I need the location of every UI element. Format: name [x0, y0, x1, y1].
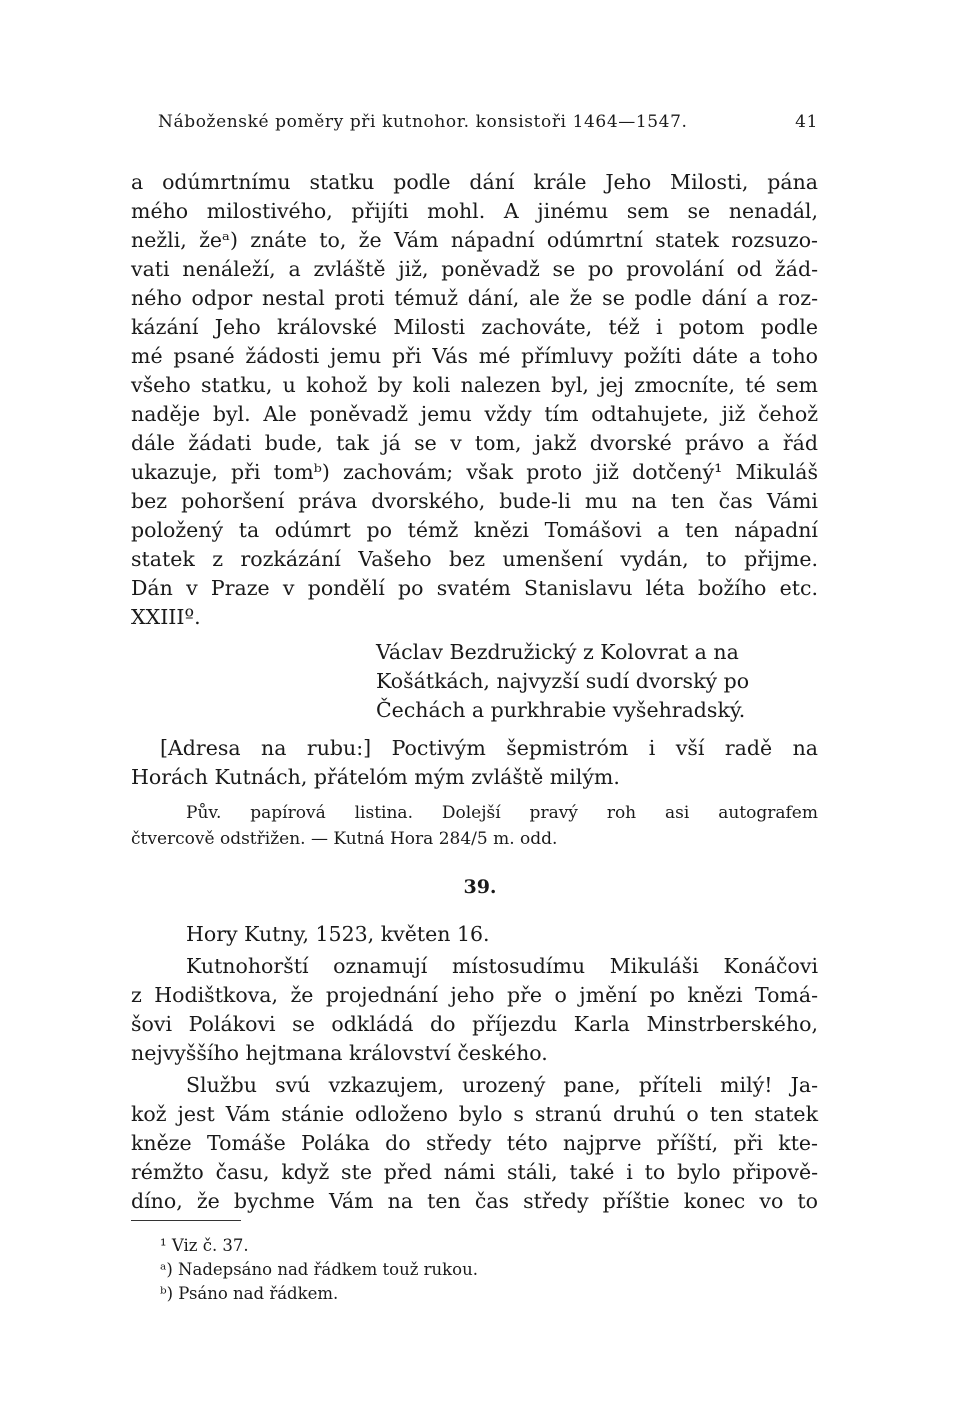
- text-line: ného odpor nestal proti témuž dání, ale že se podle dání a roz-: [131, 286, 818, 310]
- text-line: vati nenáleží, a zvláště již, poněvadž se po provolání od žád-: [131, 257, 818, 281]
- signature-line: Košátkách, najvyzší sudí dvorský po: [376, 669, 750, 693]
- text-line: rémžto času, když ste před námi stáli, také i to bylo připově-: [131, 1160, 818, 1184]
- regest-line: šovi Polákovi se odkládá do příjezdu Karla Minstrberského,: [131, 1012, 818, 1036]
- running-title: Náboženské poměry při kutnohor. konsistoři 1464—1547.: [158, 112, 688, 132]
- signature-line: Václav Bezdružický z Kolovrat a na: [376, 640, 739, 664]
- text-line: Službu svú vzkazujem, urozený pane, příteli milý! Ja-: [186, 1073, 818, 1097]
- text-line: ukazuje, při tomᵇ) zachovám; však proto již dotčený¹ Mikuláš: [131, 460, 818, 484]
- address-line: [Adresa na rubu:] Poctivým šepmistróm i vší radě na: [160, 736, 818, 760]
- text-line: Dán v Praze v pondělí po svatém Stanislavu léta božího etc.: [131, 576, 818, 600]
- text-line: mé psané žádosti jemu při Vás mé přímluvy požíti dáte a toho: [131, 344, 818, 368]
- text-line: všeho statku, u kohož by koli nalezen byl, jej zmocníte, té sem: [131, 373, 818, 397]
- footnote-divider: [131, 1220, 241, 1221]
- text-line: kázání Jeho královské Milosti zachováte, též i potom podle: [131, 315, 818, 339]
- text-line: XXIIIº.: [131, 605, 201, 629]
- text-line: položený ta odúmrt po témž knězi Tomášovi a ten nápadní: [131, 518, 818, 542]
- page-number: 41: [795, 112, 818, 132]
- text-line: statek z rozkázání Vašeho bez umenšení vydán, to přijme.: [131, 547, 818, 571]
- footnote: ᵇ) Psáno nad řádkem.: [160, 1284, 339, 1303]
- text-line: nežli, žeᵃ) znáte to, že Vám nápadní odúmrtní statek rozsuzo-: [131, 228, 818, 252]
- text-line: dále žádati bude, tak já se v tom, jakž dvorské právo a řád: [131, 431, 818, 455]
- archival-note: Pův. papírová listina. Dolejší pravý roh asi autografem: [186, 803, 818, 823]
- text-line: mého milostivého, přijíti mohl. A jinému sem se nenadál,: [131, 199, 818, 223]
- regest-line: nejvyššího hejtmana království českého.: [131, 1041, 548, 1065]
- address-line: Horách Kutnách, přátelóm mým zvláště milým.: [131, 765, 620, 789]
- running-header: [158, 112, 818, 140]
- place-date: Hory Kutny, 1523, květen 16.: [186, 922, 490, 946]
- text-line: díno, že bychme Vám na ten čas středy příštie konec vo to: [131, 1189, 818, 1213]
- document-number: 39.: [463, 876, 497, 898]
- text-line: naděje byl. Ale poněvadž jemu vždy tím odtahujete, již čehož: [131, 402, 818, 426]
- regest-line: z Hodištkova, že projednání jeho pře o jmění po knězi Tomá-: [131, 983, 818, 1007]
- text-line: kněze Tomáše Poláka do středy této najprve příští, při kte-: [131, 1131, 818, 1155]
- archival-note: čtvercově odstřižen. — Kutná Hora 284/5 m. odd.: [131, 829, 558, 849]
- footnote: ¹ Viz č. 37.: [160, 1236, 249, 1255]
- regest-line: Kutnohorští oznamují místosudímu Mikuláši Konáčovi: [186, 954, 818, 978]
- text-line: a odúmrtnímu statku podle dání krále Jeho Milosti, pána: [131, 170, 818, 194]
- text-line: bez pohoršení práva dvorského, bude-li mu na ten čas Vámi: [131, 489, 818, 513]
- text-line: kož jest Vám stánie odloženo bylo s stranú druhú o ten statek: [131, 1102, 818, 1126]
- footnote: ᵃ) Nadepsáno nad řádkem touž rukou.: [160, 1260, 478, 1279]
- signature-line: Čechách a purkhrabie vyšehradský.: [376, 698, 746, 722]
